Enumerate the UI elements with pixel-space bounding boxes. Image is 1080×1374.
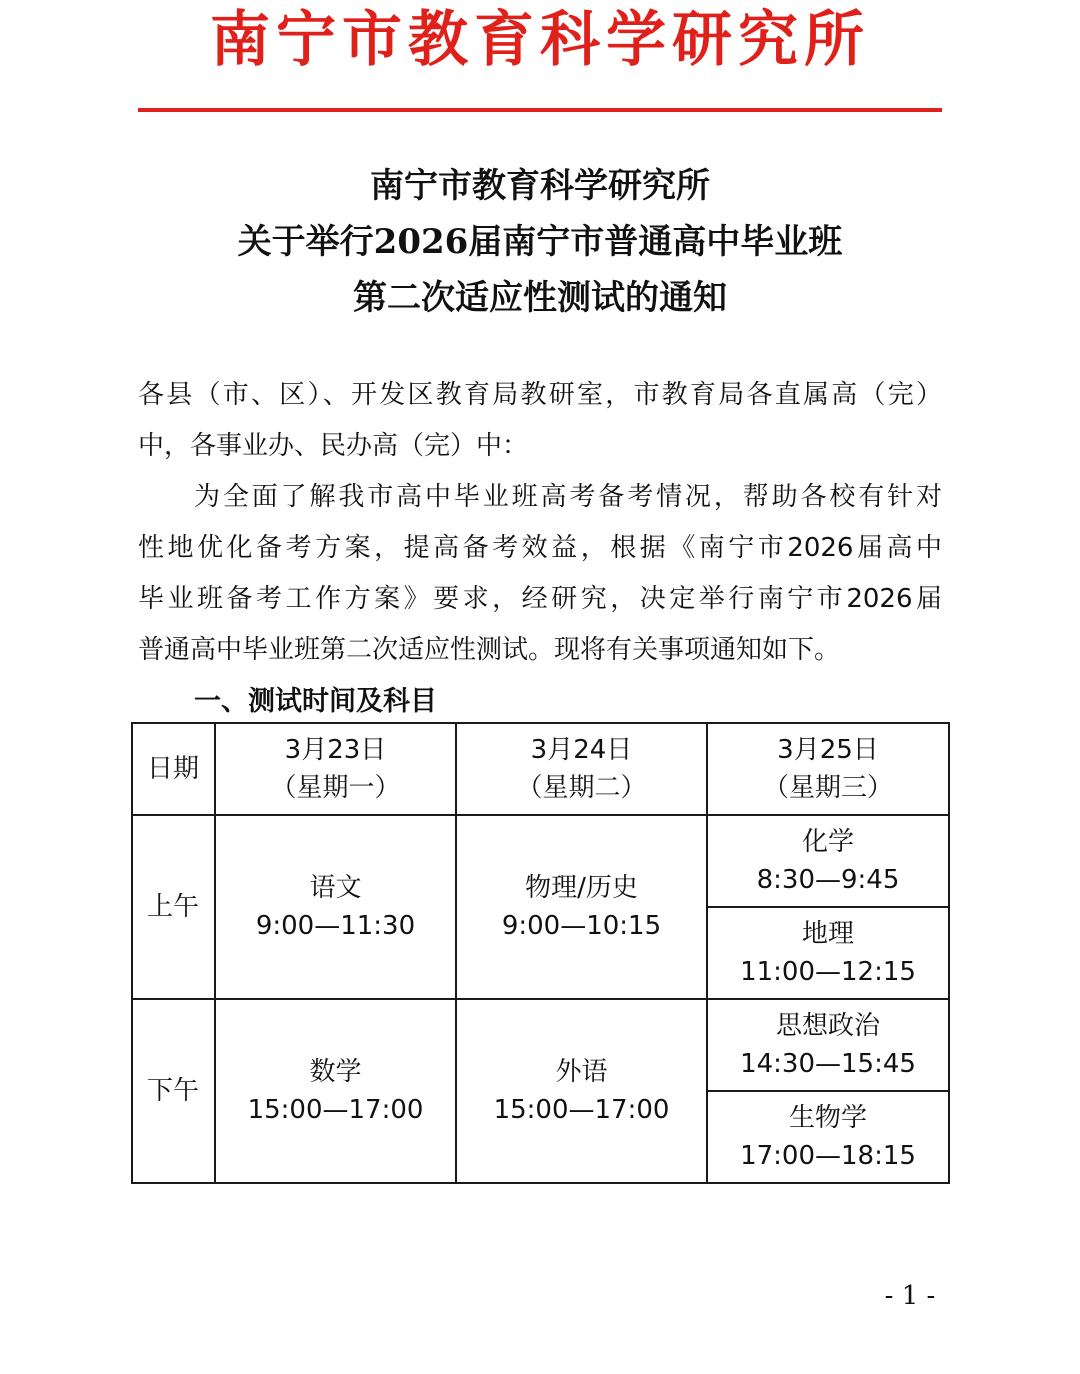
paragraph-line-4: 普通高中毕业班第二次适应性测试。现将有关事项通知如下。 [138,635,841,665]
notice-body [138,370,942,676]
exam-cell [707,999,949,1091]
header-row [132,723,949,815]
document-title [0,158,1080,326]
exam-subject: 数学 [309,1057,362,1087]
exam-subject: 地理 [801,919,854,949]
day-date: 3月23日 [284,735,387,765]
addressee-line-1: 各县（市、区）、开发区教育局教研室，市教育局各直属高（完） [138,380,942,410]
exam-subject: 物理/历史 [525,873,638,903]
afternoon-row [132,999,949,1091]
page-number: - 1 - [884,1281,936,1311]
day-date: 3月25日 [777,735,879,765]
letterhead-title: 南宁市教育科学研究所 [210,5,870,75]
afternoon-label-cell [132,999,215,1183]
exam-subject: 思想政治 [775,1011,880,1041]
letterhead-red-rule [138,108,942,112]
exam-time: 14:30—15:45 [740,1049,916,1079]
exam-time: 11:00—12:15 [740,957,916,987]
exam-time: 9:00—11:30 [255,911,416,941]
exam-time: 17:00—18:15 [740,1141,916,1171]
exam-cell [215,815,456,999]
section-heading-test-schedule: 一、测试时间及科目 [194,686,437,717]
exam-time: 8:30—9:45 [756,865,900,895]
paragraph-line-2: 性地优化备考方案，提高备考效益，根据《南宁市2026届高中 [138,533,942,563]
exam-subject: 语文 [309,873,362,903]
morning-label-cell [132,815,215,999]
exam-time: 15:00—17:00 [493,1095,670,1125]
exam-time: 9:00—10:15 [501,911,662,941]
title-line-3: 第二次适应性测试的通知 [353,278,727,318]
morning-label: 上午 [147,892,200,922]
day-date: 3月24日 [530,735,633,765]
exam-cell [456,815,707,999]
date-label: 日期 [147,754,200,784]
exam-subject: 化学 [801,827,854,857]
paragraph-line-3: 毕业班备考工作方案》要求，经研究，决定举行南宁市2026届 [138,584,942,614]
exam-subject: 生物学 [788,1103,867,1133]
exam-cell [215,999,456,1183]
paragraph-line-1: 为全面了解我市高中毕业班高考备考情况，帮助各校有针对 [194,482,942,512]
exam-cell [456,999,707,1183]
exam-time: 15:00—17:00 [247,1095,424,1125]
exam-schedule-table [131,722,950,1184]
addressee-line-2: 中，各事业办、民办高（完）中： [138,431,529,461]
exam-cell [707,907,949,999]
day-header-cell [707,723,949,815]
exam-subject: 外语 [555,1057,608,1087]
day-weekday: （星期三） [762,773,893,803]
day-weekday: （星期二） [516,773,647,803]
day-header-cell [456,723,707,815]
title-line-2: 关于举行2026届南宁市普通高中毕业班 [237,222,843,262]
date-label-cell [132,723,215,815]
day-weekday: （星期一） [270,773,401,803]
exam-cell [707,815,949,907]
day-header-cell [215,723,456,815]
morning-row [132,815,949,907]
title-line-1: 南宁市教育科学研究所 [370,166,710,206]
afternoon-label: 下午 [147,1076,200,1106]
exam-cell [707,1091,949,1183]
